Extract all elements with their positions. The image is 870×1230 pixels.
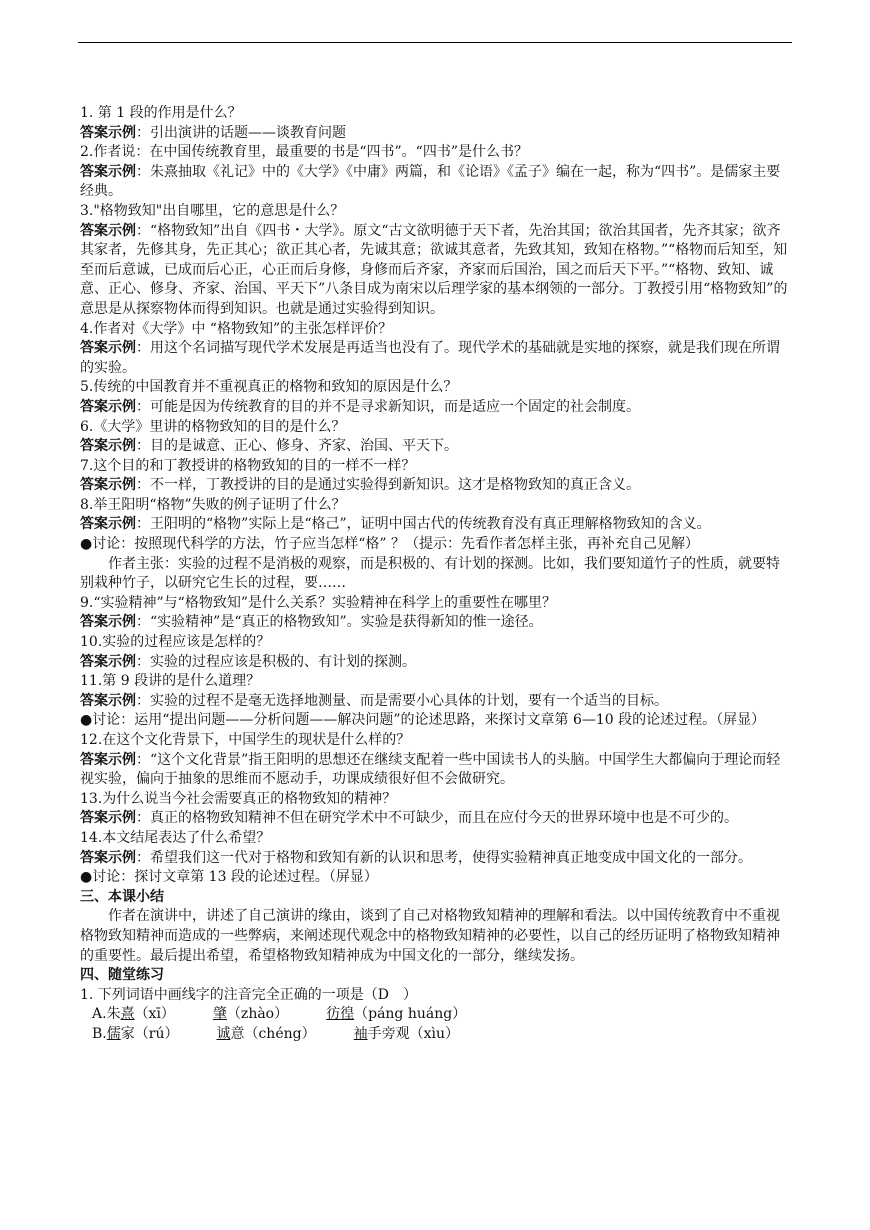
question-text: 13.为什么说当今社会需要真正的格物致知的精神？ — [80, 790, 397, 807]
question-1 — [80, 104, 792, 124]
question-10 — [80, 633, 792, 653]
discussion-2: ●讨论：运用“提出问题——分析问题——解决问题”的论述思路，来探讨文章第 6—10 段的论述过程。（屏显） — [80, 712, 766, 729]
word-text: 朱 — [106, 1006, 121, 1023]
answer-12 — [80, 751, 792, 790]
question-3 — [80, 202, 792, 222]
underlined-char: 儒 — [106, 1025, 121, 1042]
discussion-1-answer: 作者主张：实验的过程不是消极的观察，而是积极的、有计划的探测。比如，我们要知道竹子的性质，就要特别栽种竹子，以研究它生长的过程，要…… — [80, 555, 780, 592]
pinyin: （rú） — [134, 1025, 179, 1042]
answer-label: 答案示例 — [80, 477, 136, 494]
answer-label: 答案示例 — [80, 124, 136, 141]
question-7 — [80, 457, 792, 477]
word-text: 家 — [120, 1025, 135, 1042]
option-label: A. — [92, 1006, 107, 1023]
answer-1 — [80, 124, 792, 144]
answer-label: 答案示例 — [80, 692, 136, 709]
answer-13 — [80, 809, 792, 829]
question-text: 8.举王阳明“格物”失败的例子证明了什么？ — [80, 496, 346, 513]
answer-text: ：引出演讲的话题——谈教育问题 — [136, 124, 346, 141]
answer-label: 答案示例 — [80, 614, 136, 631]
pinyin: （páng huáng） — [354, 1006, 467, 1023]
answer-11 — [80, 692, 792, 712]
question-6 — [80, 418, 792, 438]
pinyin: （xìu） — [409, 1025, 459, 1042]
answer-14 — [80, 849, 792, 869]
answer-text: ：“格物致知”出自《四书・大学》。原文“古文欲明德于天下者，先治其国；欲治其国者，先齐其家；欲齐其家者，先修其身，先正其心；欲正其心者，先诚其意；欲诚其意者，先致其知，致知在格物。”“格物而后知至，知至而后意诚，已成而后心正，心正而后身修，身修而后齐家，齐家而后国治，国之而后天下平。”“格物、致知、诚意、正心、修身、齐家、治国、平天下”八条目成为南宋以后理学家的基本纲领的一部分。丁教授引用“格物致知”的意思是从探察物体而得到知识。也就是通过实验得到知识。 — [80, 222, 788, 317]
question-text: 10.实验的过程应该是怎样的？ — [80, 634, 271, 651]
answer-8 — [80, 515, 792, 535]
option-b — [80, 1025, 792, 1045]
question-text: 14.本文结尾表达了什么希望？ — [80, 829, 271, 846]
answer-4 — [80, 339, 792, 378]
answer-text: ：用这个名词描写现代学术发展是再适当也没有了。现代学术的基础就是实地的探察，就是我们现在所谓的实验。 — [80, 340, 780, 376]
answer-label: 答案示例 — [80, 751, 136, 768]
question-13 — [80, 790, 792, 810]
question-8 — [80, 496, 792, 516]
discussion-1: ●讨论：按照现代科学的方法，竹子应当怎样“格” ？（提示：先看作者怎样主张，再补充自己见解） — [80, 536, 699, 553]
question-5 — [80, 378, 792, 398]
question-text: 1. 第 1 段的作用是什么？ — [80, 105, 242, 121]
question-9 — [80, 594, 792, 614]
question-text: 2.作者说：在中国传统教育里，最重要的书是“四书”。“四书”是什么书？ — [80, 144, 528, 161]
answer-text: ：朱熹抽取《礼记》中的《大学》《中庸》两篇，和《论语》《孟子》编在一起，称为“四书”。是儒家主要经典。 — [80, 163, 781, 200]
answer-6 — [80, 437, 792, 457]
discussion-3: ●讨论：探讨文章第 13 段的论述过程。（屏显） — [80, 869, 378, 886]
underlined-char: 诚 — [216, 1025, 231, 1042]
underlined-char: 彷徨 — [326, 1006, 355, 1023]
question-text: 6.《大学》里讲的格物致知的目的是什么？ — [80, 418, 346, 435]
answer-label: 答案示例 — [80, 340, 136, 357]
answer-text: ：王阳明的“格物”实际上是“格己”，证明中国古代的传统教育没有真正理解格物致知的含义。 — [136, 516, 711, 533]
word-text: 手旁观 — [367, 1025, 410, 1042]
answer-label: 答案示例 — [80, 398, 136, 415]
answer-3 — [80, 222, 792, 320]
answer-2 — [80, 163, 792, 202]
pinyin: （zhào） — [226, 1006, 289, 1023]
answer-text: ：希望我们这一代对于格物和致知有新的认识和思考，使得实验精神真正地变成中国文化的一部分。 — [136, 849, 752, 866]
underlined-char: 袖 — [353, 1025, 368, 1042]
answer-label: 答案示例 — [80, 653, 136, 670]
answer-label: 答案示例 — [80, 222, 136, 239]
underlined-char: 肇 — [212, 1006, 227, 1023]
header-rule — [78, 42, 792, 43]
question-text: 9.“实验精神”与“格物致知”是什么关系？实验精神在科学上的重要性在哪里？ — [80, 594, 556, 611]
answer-9 — [80, 613, 792, 633]
answer-label: 答案示例 — [80, 849, 136, 866]
answer-text: ：目的是诚意、正心、修身、齐家、治国、平天下。 — [136, 438, 458, 455]
question-2 — [80, 143, 792, 163]
question-text: 7.这个目的和丁教授讲的格物致知的目的一样不一样？ — [80, 457, 416, 474]
question-text: 3."格物致知"出自哪里，它的意思是什么？ — [80, 202, 345, 219]
option-label: B. — [92, 1025, 107, 1042]
question-text: 11.第 9 段讲的是什么道理？ — [80, 673, 261, 690]
question-text: 4.作者对《大学》中 “格物致知”的主张怎样评价？ — [80, 320, 393, 337]
question-14 — [80, 829, 792, 849]
answer-label: 答案示例 — [80, 163, 136, 180]
answer-label: 答案示例 — [80, 438, 136, 455]
section-3-title: 三、本课小结 — [80, 888, 164, 905]
option-a — [80, 1005, 792, 1025]
word-text: 意 — [230, 1025, 245, 1042]
section-4-title: 四、随堂练习 — [80, 967, 164, 984]
question-12 — [80, 731, 792, 751]
answer-text: ：可能是因为传统教育的目的并不是寻求新知识，而是适应一个固定的社会制度。 — [136, 398, 640, 415]
underlined-char: 熹 — [120, 1006, 135, 1023]
answer-text: ：“这个文化背景”指王阳明的思想还在继续支配着一些中国读书人的头脑。中国学生大都偏向于理论而轻视实验，偏向于抽象的思维而不愿动手，功课成绩很好但不会做研究。 — [80, 751, 781, 788]
pinyin: （xī） — [134, 1006, 175, 1023]
section-3-body: 作者在演讲中，讲述了自己演讲的缘由，谈到了自己对格物致知精神的理解和看法。以中国传统教育中不重视格物致知精神而造成的一些弊病，来阐述现代观念中的格物致知精神的必要性，以自己的经历证明了格物致知精神的重要性。最后提出希望，希望格物致知精神成为中国文化的一部分，继续发扬。 — [80, 908, 780, 964]
exercise-question: 1. 下列词语中画线字的注音完全正确的一项是（D ） — [80, 986, 418, 1003]
answer-label: 答案示例 — [80, 516, 136, 533]
answer-text: ：不一样，丁教授讲的目的是通过实验得到新知识。这才是格物致知的真正含义。 — [136, 477, 640, 494]
answer-text: ：“实验精神”是“真正的格物致知”。实验是获得新知的惟一途径。 — [136, 614, 543, 631]
question-text: 5.传统的中国教育并不重视真正的格物和致知的原因是什么？ — [80, 379, 458, 396]
answer-text: ：实验的过程不是毫无选择地测量、而是需要小心具体的计划，要有一个适当的目标。 — [136, 692, 668, 709]
question-text: 12.在这个文化背景下，中国学生的现状是什么样的？ — [80, 732, 411, 748]
document-body — [80, 104, 792, 1045]
pinyin: （chéng） — [244, 1025, 316, 1042]
answer-label: 答案示例 — [80, 810, 136, 827]
answer-7 — [80, 476, 792, 496]
answer-text: ：实验的过程应该是积极的、有计划的探测。 — [136, 653, 416, 670]
answer-10 — [80, 653, 792, 673]
answer-text: ：真正的格物致知精神不但在研究学术中不可缺少，而且在应付今天的世界环境中也是不可少的。 — [136, 810, 738, 827]
question-4 — [80, 320, 792, 340]
question-11 — [80, 672, 792, 692]
answer-5 — [80, 398, 792, 418]
